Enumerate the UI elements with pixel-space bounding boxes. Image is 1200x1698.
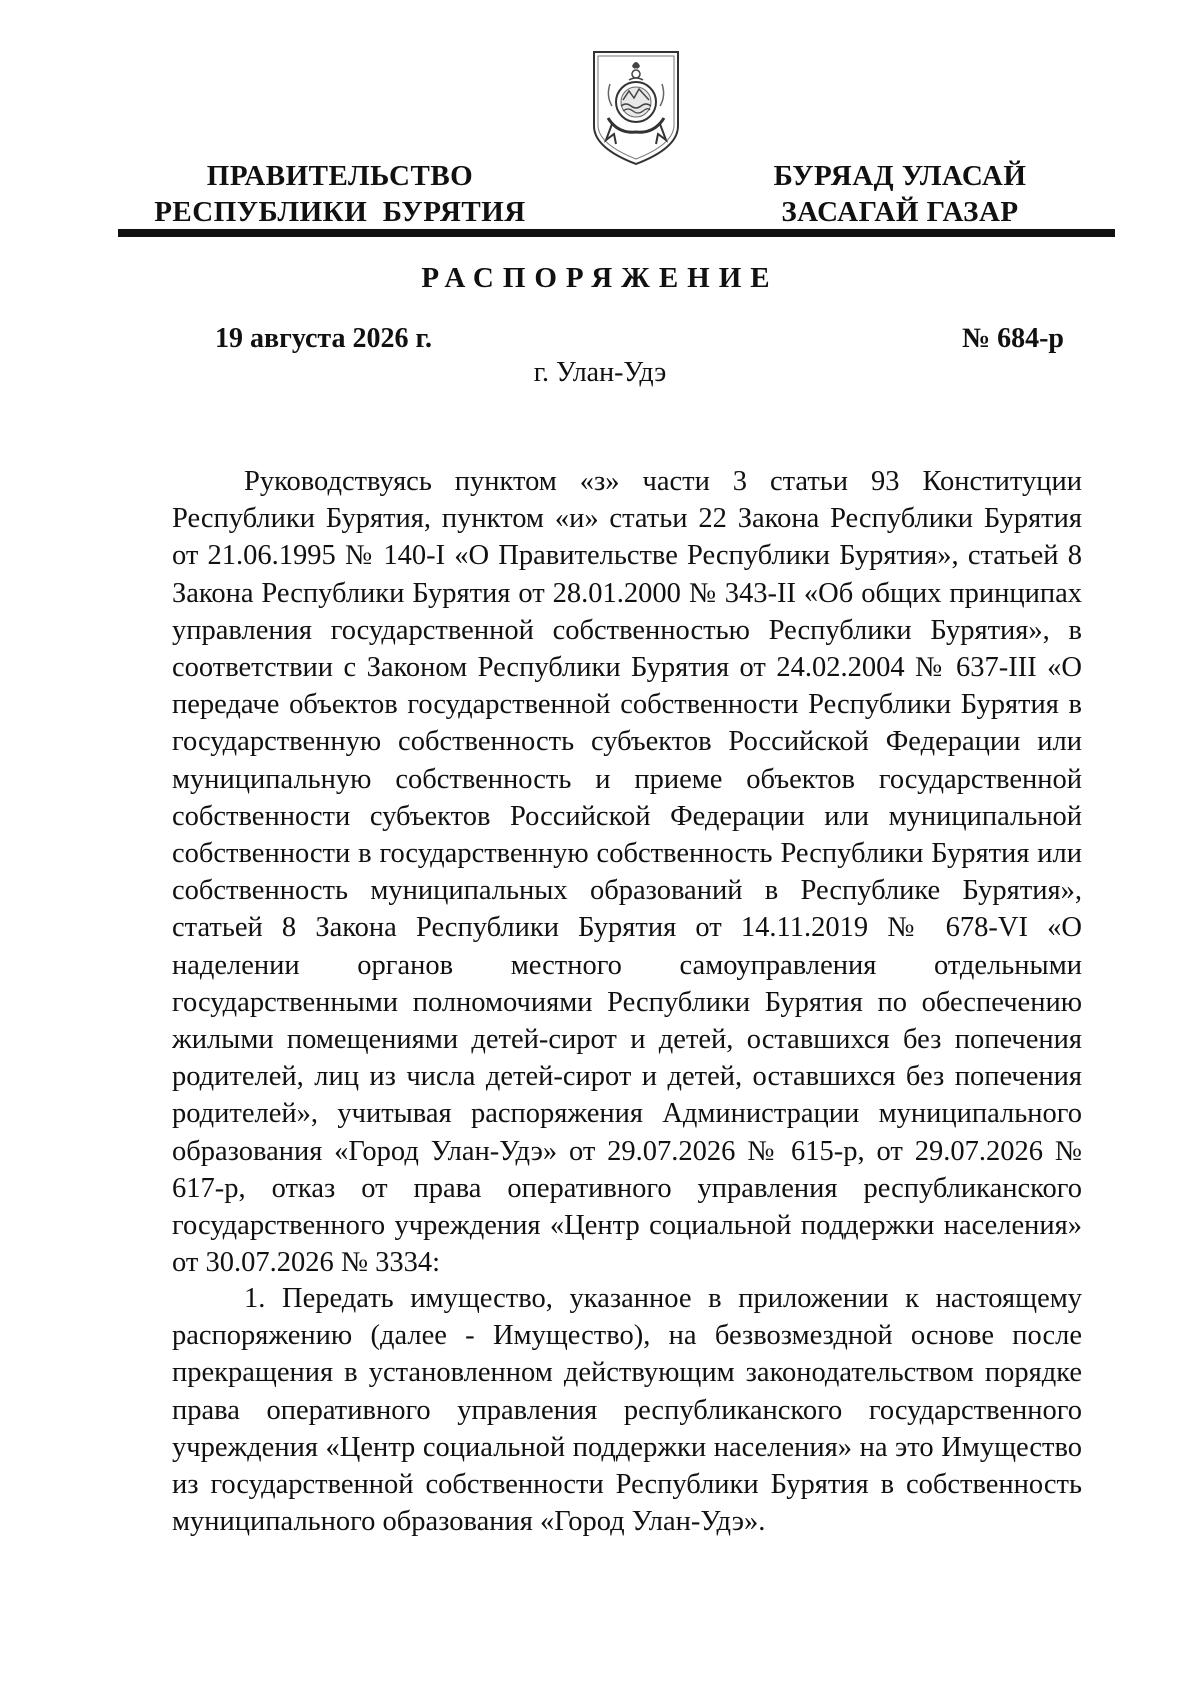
document-city: г. Улан-Удэ [533,357,667,388]
item-1-paragraph: 1. Передать имущество, указанное в приложении к настоящему распоряжению (далее - Имущество), на безвозмездной основе после прекращения в установленном действующим законодательством порядке права оперативного управления республиканского государственного учреждения «Центр социальной поддержки населения» на это Имущество из государственной собственности Республики Бурятия в собственность муниципального образования «Город Улан-Удэ». [172,1283,1082,1538]
header-divider [118,229,1115,237]
organization-name-buryat-line2: ЗАСАГАЙ ГАЗАР [781,196,1019,228]
document-date: 19 августа 2026 г. [215,323,433,354]
organization-name-russian [150,158,530,230]
organization-name-buryat-line1: БУРЯАД УЛАСАЙ [773,160,1027,192]
document-number: № 684-р [961,323,1064,354]
coat-of-arms-icon [588,48,684,168]
preamble-paragraph: Руководствуясь пунктом «з» части 3 статьи 93 Конституции Республики Бурятия, пунктом «и» статьи 22 Закона Республики Бурятия от 21.06.1995 № 140-I «О Правительстве Республики Бурятия», статьей 8 Закона Республики Бурятия от 28.01.2000 № 343-II «Об общих принципах управления государственной собственностью Республики Бурятия», в соответствии с Законом Республики Бурятия от 24.02.2004 № 637-III «О передаче объектов государственной собственности Республики Бурятия в государственную собственность субъектов Российской Федерации или муниципальную собственность и приеме объектов государственной собственности субъектов Российской Федерации или муниципальной собственности в государственную собственность Республики Бурятия или собственность муниципальных образований в Республике Бурятия», статьей 8 Закона Республики Бурятия от 14.11.2019 № 678-VI «О наделении органов местного самоуправления отдельными государственными полномочиями Республики Бурятия по обеспечению жилыми помещениями детей-сирот и детей, оставшихся без попечения родителей, лиц из числа детей-сирот и детей, оставшихся без попечения родителей», учитывая распоряжения Администрации муниципального образования «Город Улан-Удэ» от 29.07.2026 № 615-р, от 29.07.2026 № 617-р, отказ от права оперативного управления республиканского государственного учреждения «Центр социальной поддержки населения» от 30.07.2026 № 3334: [172,466,1082,1279]
organization-name-buryat [760,158,1040,230]
organization-name-russian-line2: РЕСПУБЛИКИ БУРЯТИЯ [154,196,526,228]
organization-name-russian-line1: ПРАВИТЕЛЬСТВО [206,160,474,192]
document-type-title: РАСПОРЯЖЕНИЕ [421,262,779,294]
